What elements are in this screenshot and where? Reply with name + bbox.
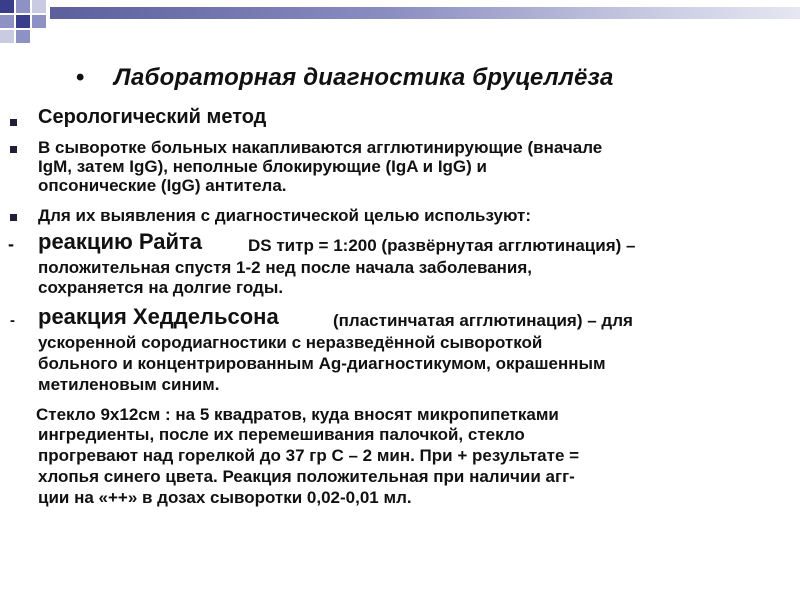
square-bullet [10,119,17,126]
title-bullet: • [76,64,85,91]
paragraph-line: ции на «++» в дозах сыворотки 0,02-0,01 мл. [38,488,412,507]
list-item-line: В сыворотке больных накапливаются агглютинирующие (вначале [38,138,603,157]
list-item-line: положительная спустя 1-2 нед после начала заболевания, [38,258,533,277]
list-item-line: опсонические (IgG) антитела. [38,176,287,195]
list-item-line: ускоренной сородиагностики с неразведённой сывороткой [38,333,543,352]
dash-bullet: - [10,312,15,329]
list-item-text: Для их выявления с диагностической целью используют: [38,206,532,225]
paragraph-line: хлопья синего цвета. Реакция положительная при наличии агг- [38,467,575,486]
paragraph-line: прогревают над горелкой до 37 гр С – 2 мин. При + результате = [38,446,580,465]
reaction-name: реакцию Райта [38,229,203,254]
list-item-line: сохраняется на долгие годы. [38,278,284,297]
title-text: Лабораторная диагностика бруцеллёза [114,64,614,91]
square-bullet [10,146,17,153]
slide-title [76,64,776,92]
list-item-line: больного и концентрированным Ag-диагностикумом, окрашенным [38,354,606,373]
paragraph-line: Стекло 9х12см : на 5 квадратов, куда вносят микропипетками [36,405,559,424]
list-item-line: (пластинчатая агглютинация) – для [333,311,633,330]
list-item-line: метиленовым синим. [38,375,220,394]
list-item-line: DS титр = 1:200 (развёрнутая агглютинация) – [248,236,636,255]
reaction-name: реакция Хеддельсона [38,304,279,329]
dash-bullet: - [8,234,14,254]
square-bullet [10,214,17,221]
paragraph-line: ингредиенты, после их перемешивания палочкой, стекло [38,425,525,444]
section-heading: Серологический метод [38,106,267,128]
header-band [50,7,800,19]
list-item-line: IgM, затем IgG), неполные блокирующие (IgA и IgG) и [38,157,487,176]
